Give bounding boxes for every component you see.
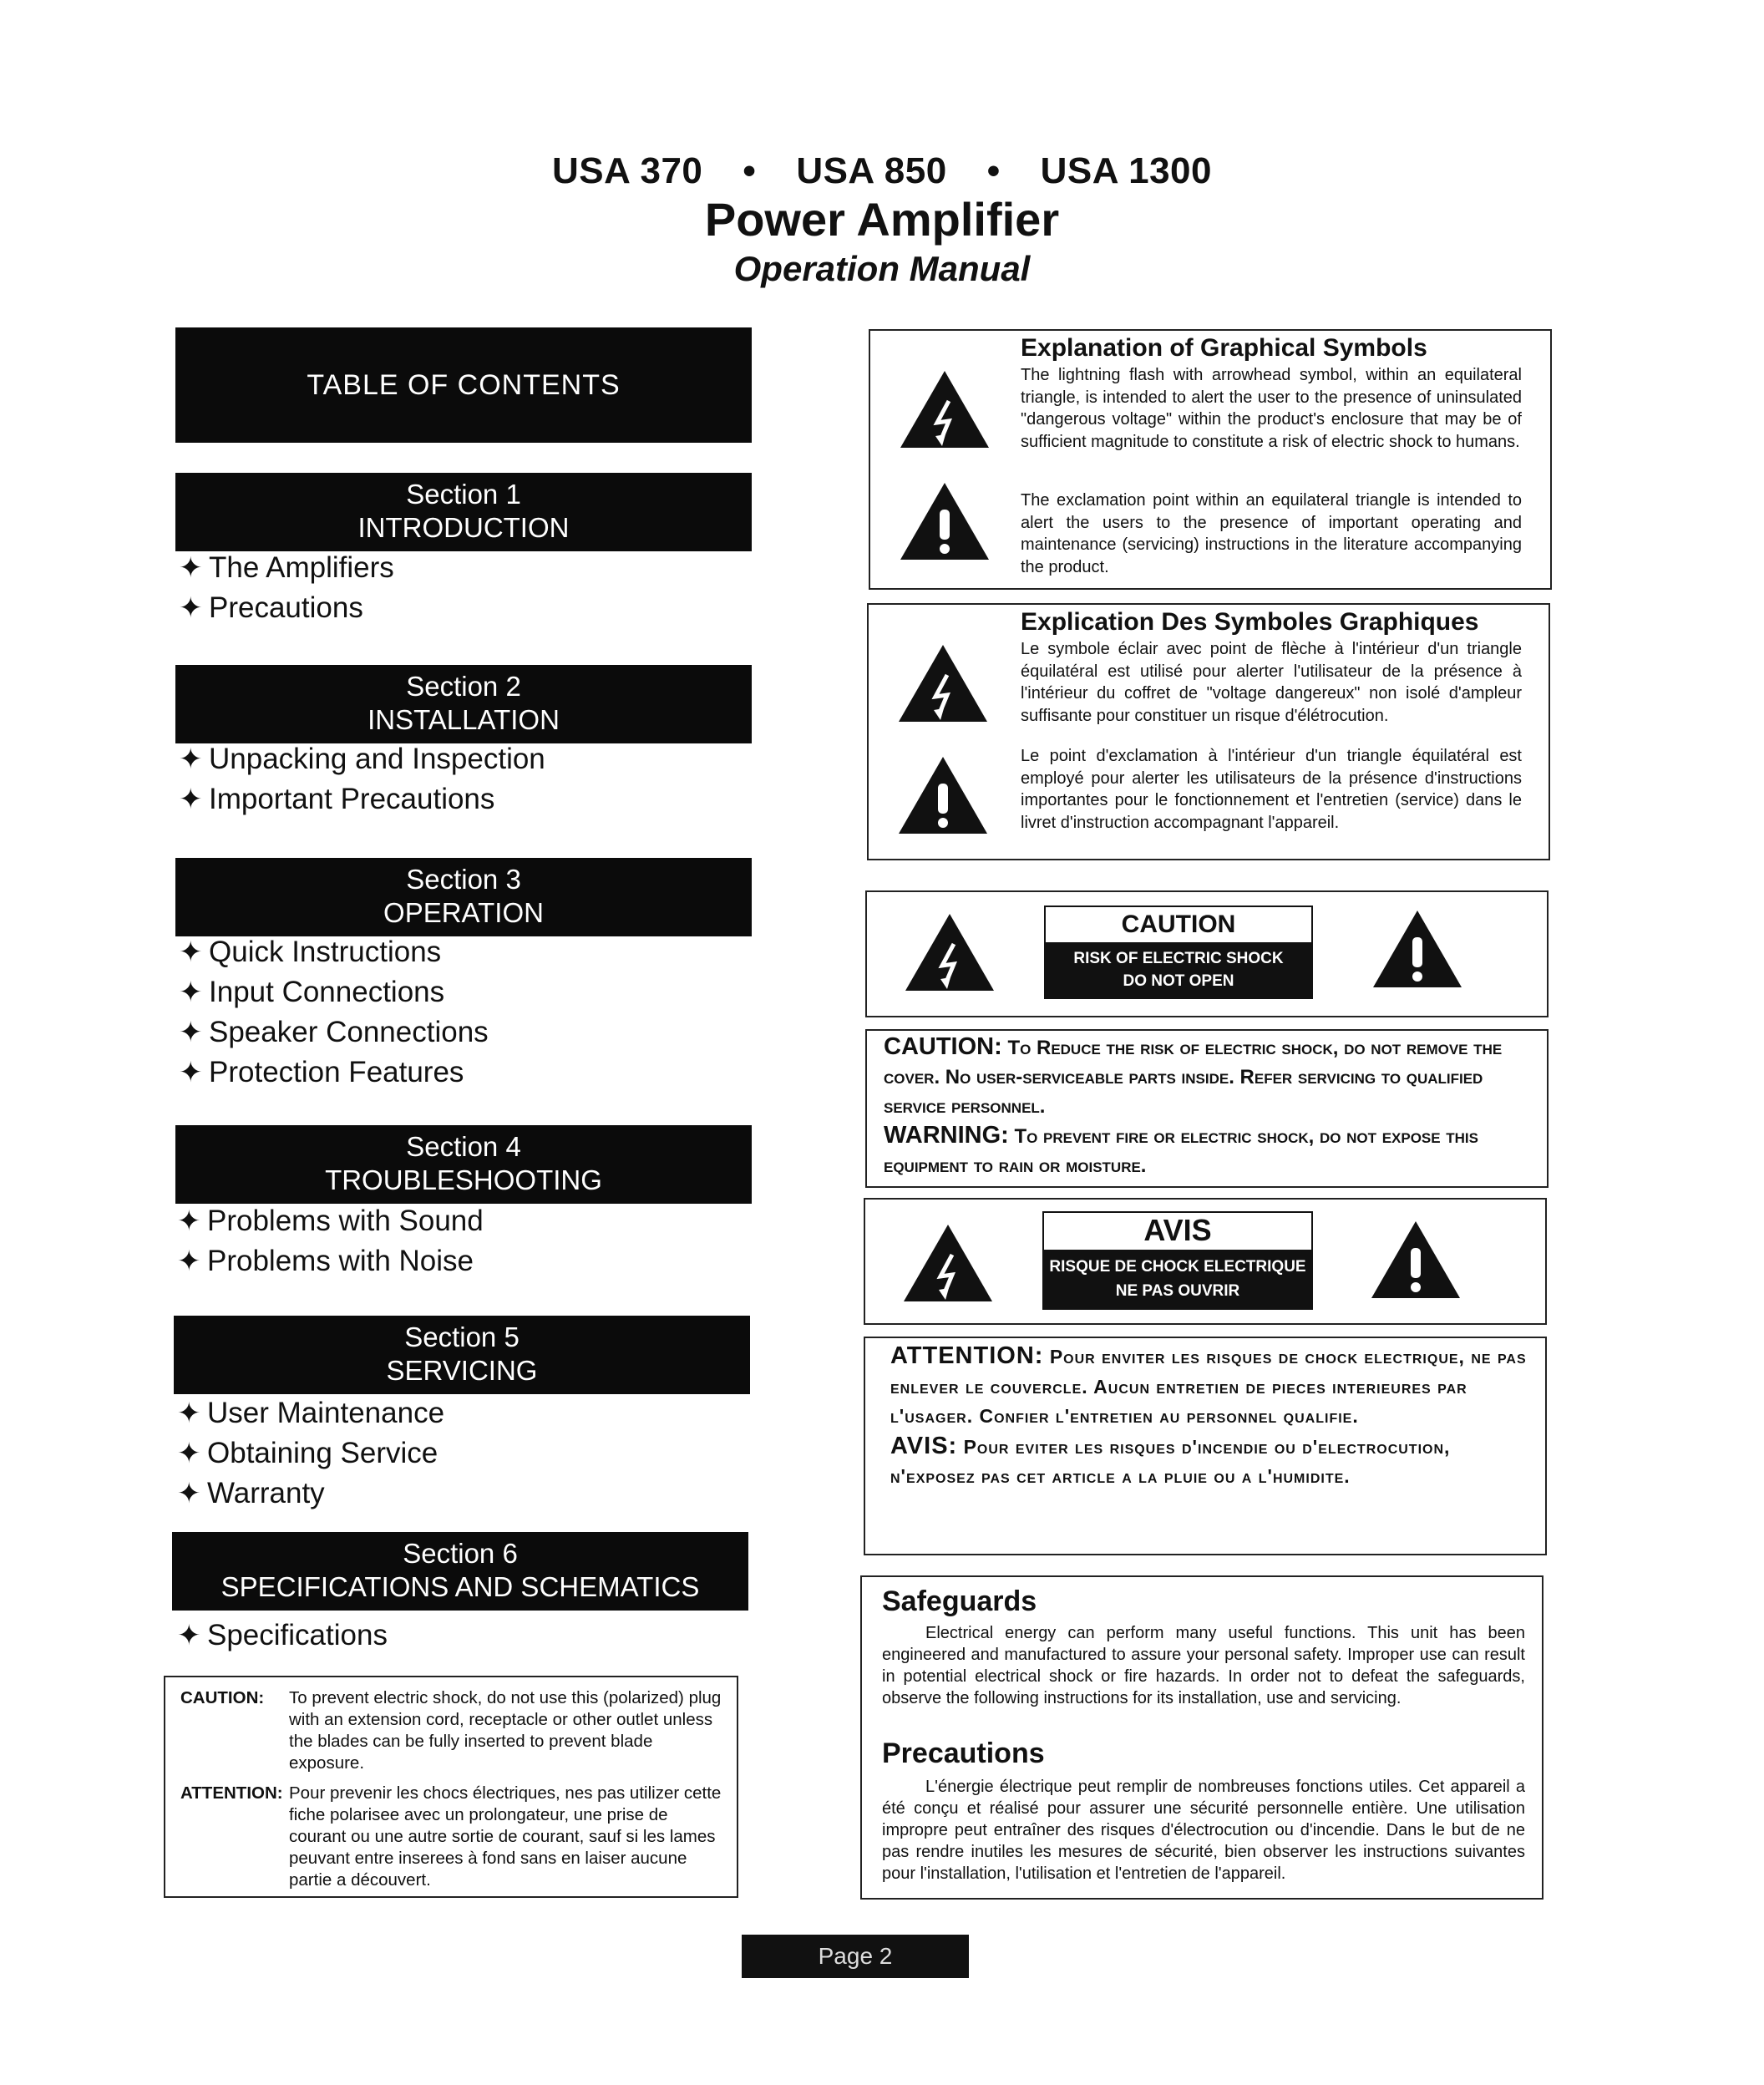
safeguards-box (860, 1575, 1544, 1900)
bullet-star-icon: ✦ (179, 1057, 203, 1088)
toc-heading: TABLE OF CONTENTS (175, 327, 752, 443)
model-name: USA 850 (796, 150, 947, 191)
section-name: OPERATION (383, 897, 544, 928)
section-3-header (175, 858, 752, 936)
exclamation-triangle-icon (899, 481, 991, 561)
section-label: Section 2 (406, 671, 521, 702)
section-5-header (174, 1316, 750, 1394)
bullet-star-icon: ✦ (179, 784, 203, 815)
avis-label (1042, 1211, 1313, 1310)
section-1-header (175, 473, 752, 551)
bullet-star-icon: ✦ (179, 936, 203, 968)
caution-text: To prevent electric shock, do not use this (polarized) plug with an extension cord, receptacle or other outlet unless the blades can be fully inserted to prevent blade exposure. (289, 1688, 722, 1773)
bullet-star-icon: ✦ (179, 977, 203, 1008)
bullet-star-icon: ✦ (179, 743, 203, 775)
toc-item[interactable]: ✦ Quick Instructions (179, 936, 442, 968)
toc-item[interactable]: ✦ Speaker Connections (179, 1016, 489, 1048)
warning-text: To prevent fire or electric shock, do not expose this equipment to rain or moisture. (884, 1125, 1478, 1177)
section-name: SERVICING (386, 1355, 538, 1386)
caution-text: To Reduce the risk of electric shock, do not remove the cover. No user-serviceable parts inside. Refer servicing to qualified service personnel. (884, 1037, 1503, 1118)
symbols-explanation-fr (867, 603, 1550, 860)
attention-text: Pour prevenir les chocs électriques, nes pas utilizer cette fiche polarisee avec un prolongateur, une prise de courant ou une autre sortie de courant, sauf si les lames peuvant entre inserees à fond sans en laiser aucune partie a découvert. (289, 1783, 722, 1890)
section-2-header (175, 665, 752, 743)
bullet-star-icon: ✦ (179, 592, 203, 624)
caution-label-title: CAUTION (1121, 911, 1236, 938)
section-name: INSTALLATION (368, 704, 560, 735)
exclamation-description: The exclamation point within an equilateral triangle is intended to alert the users to the presence of important operating and maintenance (servicing) instructions in the literature accompanying the product. (1021, 491, 1522, 576)
toc-item[interactable]: ✦ Input Connections (179, 976, 445, 1008)
safeguards-text: Electrical energy can perform many useful functions. This unit has been engineered and manufactured to assure your personal safety. Improper use can result in potential electrical shock or fire hazards. In order not to defeat the safeguards, observe the following instructions for its installation, use and servicing. (882, 1624, 1525, 1707)
precautions-title: Precautions (882, 1738, 1045, 1769)
toc-item[interactable]: ✦ User Maintenance (177, 1397, 445, 1429)
lightning-triangle-icon (897, 643, 989, 723)
plug-caution-box (164, 1676, 738, 1898)
toc-item[interactable]: ✦ Warranty (177, 1477, 325, 1509)
avis-label-panel (864, 1198, 1547, 1325)
toc-item[interactable]: ✦ Unpacking and Inspection (179, 743, 545, 775)
section-label: Section 4 (406, 1131, 521, 1162)
page-title: Power Amplifier (704, 193, 1060, 246)
section-label: Section 1 (406, 479, 521, 510)
section-name: INTRODUCTION (357, 512, 570, 543)
precautions-text: L'énergie électrique peut remplir de nombreuses fonctions utiles. Cet appareil a été conçu et réalisé pour assurer une sécurité personnelle entière. Une utilisation impropre peut entraîner des risques d'électrocution ou d'incendie. Dans le but de ne pas rendre inutiles les mesures de sécurité, bien observer les instructions suivantes pour l'installation, l'utilisation et l'entretien de l'appareil. (882, 1778, 1525, 1883)
lightning-triangle-icon (899, 369, 991, 449)
bullet-star-icon: ✦ (177, 1620, 201, 1651)
bullet-star-icon: ✦ (177, 1245, 201, 1277)
model-name: USA 1300 (1040, 150, 1212, 191)
page-subtitle: Operation Manual (733, 249, 1031, 288)
avis-label-line: RISQUE DE CHOCK ELECTRIQUE (1049, 1258, 1306, 1276)
avis-label-line: NE PAS OUVRIR (1115, 1282, 1240, 1300)
toc-item[interactable]: ✦ Important Precautions (179, 783, 495, 815)
toc-item[interactable]: ✦ Precautions (179, 591, 363, 624)
bullet-star-icon: ✦ (177, 1438, 201, 1469)
symbols-title: Explication Des Symboles Graphiques (1021, 608, 1479, 636)
safeguards-title: Safeguards (882, 1585, 1037, 1617)
attention-text: Pour enviter les risques de chock electrique, ne pas enlever le couvercle. Aucun entretien de pieces interieures par l'usager. Confier l'entretien au personnel qualifie. (890, 1346, 1527, 1427)
avis-label-title: AVIS (1143, 1213, 1212, 1247)
section-label: Section 6 (403, 1538, 518, 1569)
caution-label-panel (865, 890, 1549, 1017)
exclamation-triangle-icon (1371, 909, 1463, 989)
section-label: Section 5 (404, 1322, 520, 1352)
attention-label: ATTENTION: (180, 1783, 283, 1803)
toc-item[interactable]: ✦ Problems with Noise (177, 1245, 474, 1277)
toc-item[interactable]: ✦ Obtaining Service (177, 1437, 438, 1469)
avis-text: Pour eviter les risques d'incendie ou d'electrocution, n'exposez pas cet article a la pluie ou a l'humidite. (890, 1435, 1451, 1487)
lightning-description: Le symbole éclair avec point de flèche à l'intérieur d'un triangle équilatéral est utilisé pour alerter l'utilisateur de la présence à l'intérieur du coffret de "voltage dangereux" non isolé d'ampleur suffisante pour constituer un risque d'élétrocution. (1021, 640, 1522, 725)
toc-item[interactable]: ✦ The Amplifiers (179, 551, 394, 584)
lightning-triangle-icon (902, 1223, 994, 1303)
warning-lead: WARNING: (884, 1122, 1009, 1149)
exclamation-description: Le point d'exclamation à l'intérieur d'un triangle équilatéral est employé pour alerter les utilisateurs de la présence d'instructions importantes pour le fonctionnement et l'entretien (service) dans le livret d'instruction accompagnant l'appareil. (1021, 747, 1522, 832)
caution-label-line: DO NOT OPEN (1123, 972, 1234, 990)
bullet-star-icon: ✦ (177, 1478, 201, 1509)
toc-item[interactable]: ✦ Specifications (177, 1619, 388, 1651)
separator: • (986, 150, 1001, 191)
separator: • (743, 150, 757, 191)
section-name: TROUBLESHOOTING (325, 1164, 602, 1195)
symbols-title: Explanation of Graphical Symbols (1021, 334, 1427, 362)
caution-label: CAUTION: (180, 1688, 265, 1707)
section-6-header (172, 1532, 748, 1611)
caution-label-line: RISK OF ELECTRIC SHOCK (1073, 950, 1284, 967)
exclamation-triangle-icon (1370, 1220, 1462, 1300)
avis-lead: AVIS: (890, 1432, 958, 1459)
symbols-explanation-en (869, 329, 1552, 590)
section-4-header (175, 1125, 752, 1204)
exclamation-triangle-icon (897, 755, 989, 835)
model-list (0, 150, 1764, 192)
toc-item[interactable]: ✦ Protection Features (179, 1056, 464, 1088)
lightning-triangle-icon (904, 912, 996, 992)
attention-lead: ATTENTION: (890, 1342, 1044, 1369)
section-label: Section 3 (406, 864, 521, 895)
caution-label (1044, 906, 1313, 999)
toc-item[interactable]: ✦ Problems with Sound (177, 1205, 484, 1237)
lightning-description: The lightning flash with arrowhead symbol, within an equilateral triangle, is intended to alert the user to the presence of uninsulated "dangerous voltage" within the product's enclosure that may be of sufficient magnitude to constitute a risk of electric shock to humans. (1021, 366, 1522, 451)
bullet-star-icon: ✦ (177, 1398, 201, 1429)
bullet-star-icon: ✦ (179, 1017, 203, 1048)
caution-lead: CAUTION: (884, 1033, 1002, 1060)
model-name: USA 370 (552, 150, 703, 191)
section-name: SPECIFICATIONS AND SCHEMATICS (220, 1571, 700, 1602)
caution-notice (865, 1029, 1549, 1188)
avis-notice (864, 1337, 1547, 1555)
bullet-star-icon: ✦ (177, 1205, 201, 1237)
page-number: Page 2 (742, 1935, 969, 1978)
bullet-star-icon: ✦ (179, 552, 203, 584)
